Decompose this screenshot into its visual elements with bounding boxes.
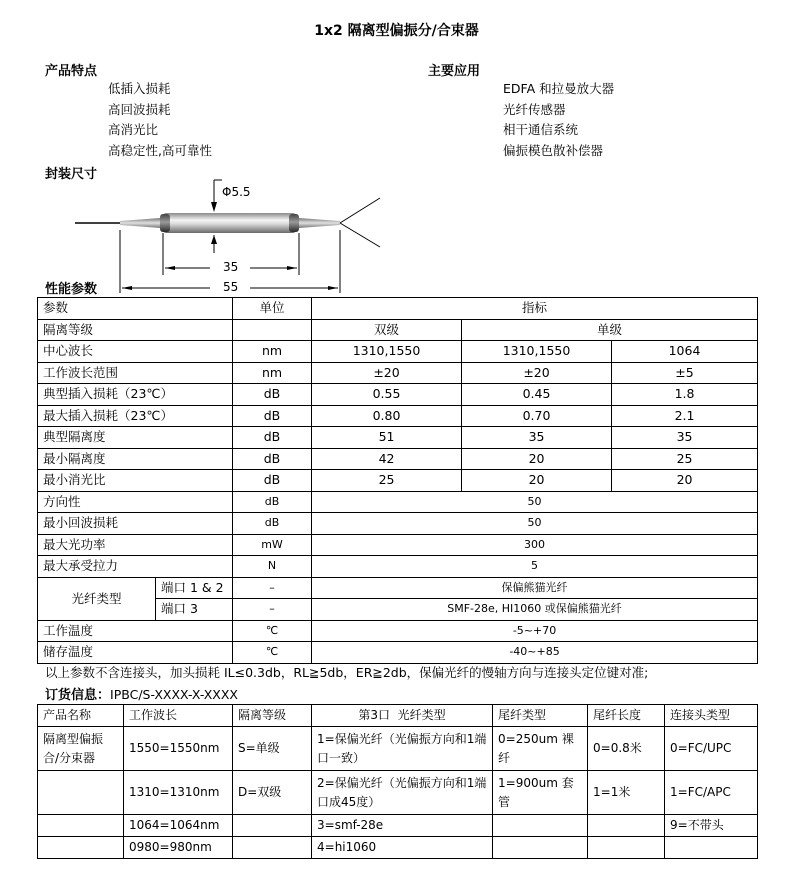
table-row xyxy=(38,620,758,642)
value-cell: 1310,1550 xyxy=(312,341,462,363)
value-cell: -40~+85 xyxy=(312,642,758,664)
header-cell: 产品名称 xyxy=(38,705,124,727)
table-row xyxy=(38,491,758,513)
value-cell: 50 xyxy=(312,513,758,535)
value-cell: 20 xyxy=(462,470,612,492)
param-cell: 储存温度 xyxy=(38,642,233,664)
table-row xyxy=(38,727,758,771)
order-cell: 0=FC/UPC xyxy=(665,727,758,771)
port-cell: 端口 3 xyxy=(156,599,233,621)
order-cell: 1=保偏光纤（光偏振方向和1端口一致） xyxy=(312,727,493,771)
order-cell: 0=0.8米 xyxy=(588,727,665,771)
value-cell: ±20 xyxy=(312,362,462,384)
value-cell: -5~+70 xyxy=(312,620,758,642)
order-cell: 隔离型偏振合/分束器 xyxy=(38,727,124,771)
value-cell: 2.1 xyxy=(612,405,758,427)
table-row xyxy=(38,642,758,664)
order-cell xyxy=(588,815,665,837)
application-item: 偏振模色散补偿器 xyxy=(503,142,604,158)
right-cap xyxy=(289,214,299,232)
features-heading: 产品特点 xyxy=(45,64,98,79)
table-row xyxy=(38,577,758,599)
unit-cell: N xyxy=(233,556,312,578)
table-header-row xyxy=(38,705,758,727)
order-cell: 0=250um 裸纤 xyxy=(493,727,588,771)
order-cell xyxy=(493,815,588,837)
unit-cell: dB xyxy=(233,513,312,535)
unit-cell: nm xyxy=(233,341,312,363)
features-list xyxy=(108,79,212,161)
order-cell: 1=1米 xyxy=(588,771,665,815)
unit-cell: dB xyxy=(233,405,312,427)
output-fiber-2 xyxy=(340,223,380,247)
diameter-label: Φ5.5 xyxy=(222,185,251,199)
unit-cell: dB xyxy=(233,427,312,449)
value-cell: 300 xyxy=(312,534,758,556)
device-body xyxy=(163,213,296,233)
diameter-arrow-top xyxy=(211,202,217,212)
param-cell: 工作温度 xyxy=(38,620,233,642)
ordering-code: IPBC/S-XXXX-X-XXXX xyxy=(110,687,238,702)
value-cell: 42 xyxy=(312,448,462,470)
unit-cell: dB xyxy=(233,491,312,513)
order-cell xyxy=(38,771,124,815)
param-cell: 中心波长 xyxy=(38,341,233,363)
unit-cell: ℃ xyxy=(233,620,312,642)
order-cell xyxy=(233,837,312,859)
header-cell: 尾纤类型 xyxy=(493,705,588,727)
value-cell: 1064 xyxy=(612,341,758,363)
unit-cell: mW xyxy=(233,534,312,556)
application-item: EDFA 和拉曼放大器 xyxy=(503,81,615,96)
applications-list xyxy=(503,79,614,161)
grade-double: 双级 xyxy=(312,319,462,341)
value-cell: ±5 xyxy=(612,362,758,384)
table-row xyxy=(38,405,758,427)
value-cell: 51 xyxy=(312,427,462,449)
order-cell xyxy=(493,837,588,859)
body-length-label: 35 xyxy=(220,260,241,274)
table-row xyxy=(38,815,758,837)
performance-table xyxy=(37,297,758,664)
order-cell: S=单级 xyxy=(233,727,312,771)
param-cell: 工作波长范围 xyxy=(38,362,233,384)
total-length-label: 55 xyxy=(220,280,241,294)
table-row xyxy=(38,513,758,535)
header-spec: 指标 xyxy=(312,298,758,320)
unit-cell: dB xyxy=(233,470,312,492)
order-cell xyxy=(665,837,758,859)
table-row xyxy=(38,362,758,384)
param-cell: 方向性 xyxy=(38,491,233,513)
ordering-info xyxy=(45,684,238,703)
value-cell: 保偏熊猫光纤 xyxy=(312,577,758,599)
order-cell xyxy=(588,837,665,859)
value-cell: 35 xyxy=(612,427,758,449)
parameter-note: 以上参数不含连接头，加头损耗 IL≤0.3db，RL≧5db，ER≧2db，保偏光纤的慢轴方向与连接头定位键对准; xyxy=(45,665,649,680)
param-cell: 隔离等级 xyxy=(38,319,233,341)
order-cell: D=双级 xyxy=(233,771,312,815)
unit-cell: dB xyxy=(233,448,312,470)
table-row xyxy=(38,837,758,859)
value-cell: 1310,1550 xyxy=(462,341,612,363)
value-cell: 20 xyxy=(462,448,612,470)
value-cell: 1.8 xyxy=(612,384,758,406)
package-dimension-drawing xyxy=(0,175,420,295)
output-fiber-1 xyxy=(340,198,380,223)
unit-cell: – xyxy=(233,599,312,621)
package-heading: 封装尺寸 xyxy=(45,167,98,182)
ordering-label: 订货信息： xyxy=(45,688,111,703)
fiber-type-label: 光纤类型 xyxy=(38,577,156,620)
param-cell: 典型隔离度 xyxy=(38,427,233,449)
header-unit: 单位 xyxy=(233,298,312,320)
value-cell: 25 xyxy=(612,448,758,470)
order-cell: 2=保偏光纤（光偏振方向和1端口成45度） xyxy=(312,771,493,815)
order-cell: 3=smf-28e xyxy=(312,815,493,837)
order-cell xyxy=(38,815,124,837)
header-param: 参数 xyxy=(38,298,233,320)
value-cell: 20 xyxy=(612,470,758,492)
left-cap xyxy=(160,214,170,232)
table-row xyxy=(38,319,758,341)
port-cell: 端口 1 & 2 xyxy=(156,577,233,599)
value-cell: 0.55 xyxy=(312,384,462,406)
right-boot xyxy=(299,218,340,228)
order-cell: 1310=1310nm xyxy=(124,771,233,815)
value-cell: 5 xyxy=(312,556,758,578)
value-cell: 25 xyxy=(312,470,462,492)
param-cell: 典型插入损耗（23℃） xyxy=(38,384,233,406)
order-cell: 1550=1550nm xyxy=(124,727,233,771)
param-cell: 最小隔离度 xyxy=(38,448,233,470)
performance-heading: 性能参数 xyxy=(45,282,98,297)
param-cell: 最大插入损耗（23℃） xyxy=(38,405,233,427)
feature-item: 高回波损耗 xyxy=(108,101,171,117)
param-cell: 最大承受拉力 xyxy=(38,556,233,578)
unit-cell: – xyxy=(233,577,312,599)
value-cell: ±20 xyxy=(462,362,612,384)
order-cell xyxy=(233,815,312,837)
param-cell: 最大光功率 xyxy=(38,534,233,556)
feature-item: 高稳定性,高可靠性 xyxy=(108,142,212,158)
value-cell: 35 xyxy=(462,427,612,449)
value-cell: 0.70 xyxy=(462,405,612,427)
order-cell xyxy=(38,837,124,859)
table-row xyxy=(38,556,758,578)
table-header-row xyxy=(38,298,758,320)
unit-cell: nm xyxy=(233,362,312,384)
table-row xyxy=(38,771,758,815)
value-cell: 0.80 xyxy=(312,405,462,427)
left-boot xyxy=(120,218,160,228)
param-cell: 最小消光比 xyxy=(38,470,233,492)
unit-cell: ℃ xyxy=(233,642,312,664)
unit-cell: dB xyxy=(233,384,312,406)
order-cell: 1064=1064nm xyxy=(124,815,233,837)
table-row xyxy=(38,448,758,470)
application-item: 光纤传感器 xyxy=(503,101,566,117)
order-cell: 1=FC/APC xyxy=(665,771,758,815)
value-cell: 0.45 xyxy=(462,384,612,406)
grade-single: 单级 xyxy=(462,319,758,341)
ordering-table xyxy=(37,704,758,859)
value-cell: SMF-28e, HI1060 或保偏熊猫光纤 xyxy=(312,599,758,621)
table-row xyxy=(38,534,758,556)
header-cell: 尾纤长度 xyxy=(588,705,665,727)
unit-cell xyxy=(233,319,312,341)
param-cell: 最小回波损耗 xyxy=(38,513,233,535)
table-row xyxy=(38,470,758,492)
order-cell: 9=不带头 xyxy=(665,815,758,837)
order-cell: 1=900um 套管 xyxy=(493,771,588,815)
page-title: 1x2 隔离型偏振分/合束器 xyxy=(314,23,479,39)
header-cell: 连接头类型 xyxy=(665,705,758,727)
header-cell: 工作波长 xyxy=(124,705,233,727)
table-row xyxy=(38,384,758,406)
applications-heading: 主要应用 xyxy=(428,64,481,79)
table-row xyxy=(38,341,758,363)
order-cell: 0980=980nm xyxy=(124,837,233,859)
feature-item: 低插入损耗 xyxy=(108,81,171,96)
header-cell: 第3口 光纤类型 xyxy=(312,705,493,727)
table-row xyxy=(38,427,758,449)
value-cell: 50 xyxy=(312,491,758,513)
header-cell: 隔离等级 xyxy=(233,705,312,727)
order-cell: 4=hi1060 xyxy=(312,837,493,859)
feature-item: 高消光比 xyxy=(108,122,159,137)
application-item: 相干通信系统 xyxy=(503,122,579,137)
